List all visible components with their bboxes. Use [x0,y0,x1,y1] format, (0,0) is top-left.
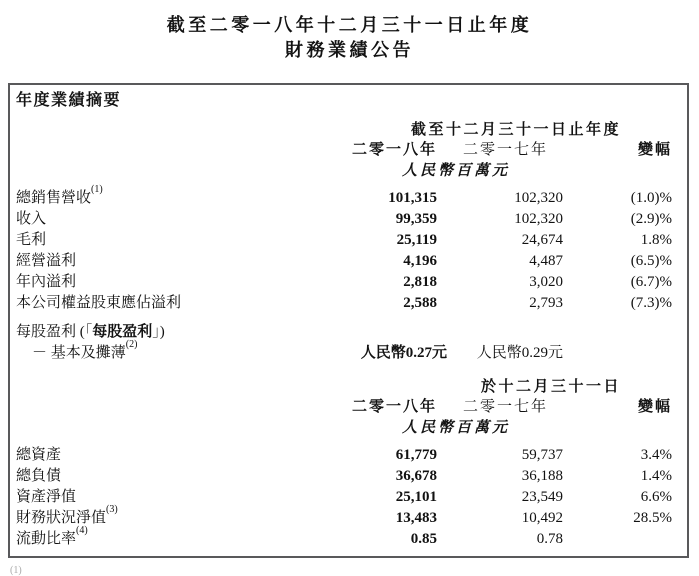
table-row [10,445,687,466]
table-row [10,293,687,314]
value-2018: 13,483 [395,510,437,526]
eps-value-2017: 人民幣0.29元 [476,345,563,361]
row-label: 毛利 [16,232,47,248]
value-2017: 24,674 [521,232,563,248]
eps-value-row [10,339,687,364]
value-2017: 2,793 [529,295,563,311]
currency-unit-label: 人民幣百萬元 [401,163,510,179]
annual-results-summary-box [8,83,689,558]
table-row [10,230,687,251]
value-2017: 10,492 [521,510,563,526]
value-2018: 2,588 [403,295,437,311]
eps-label-prefix: 每股盈利 (「 [16,324,93,340]
row-label: 本公司權益股東應佔溢利 [16,295,182,311]
row-label: 總負債 [16,468,62,484]
column-header-2018: 二零一八年 [351,399,437,415]
column-header-2017: 二零一七年 [462,399,548,415]
row-label: 經營溢利 [16,253,77,269]
value-change: 3.4% [640,447,672,463]
row-label: 總銷售營收 [16,190,92,206]
eps-block [10,322,687,364]
balance-unit-row [10,418,687,439]
income-column-headers [10,140,687,161]
value-2018: 2,818 [403,274,437,290]
value-2018: 36,678 [395,468,437,484]
value-change: 6.6% [640,489,672,505]
table-row [10,184,687,209]
row-label: 年內溢利 [16,274,77,290]
income-period-header: 截至十二月三十一日止年度 [410,122,621,138]
income-rows [10,184,687,314]
value-2017: 59,737 [521,447,563,463]
currency-unit-label: 人民幣百萬元 [401,420,510,436]
table-row [10,504,687,529]
column-header-2017: 二零一七年 [462,142,548,158]
eps-label-bold: 每股盈利 [92,324,153,340]
footnote-ref: (4) [76,525,88,536]
eps-value-2018: 人民幣0.27元 [360,345,447,361]
eps-label-row [10,322,687,343]
value-2017: 102,320 [514,211,563,227]
value-change: 28.5% [633,510,672,526]
value-2018: 25,119 [396,232,437,248]
column-header-change: 變幅 [637,142,672,158]
value-change: (6.7)% [630,274,672,290]
value-change: (7.3)% [630,295,672,311]
footnote-ref: (1) [91,184,103,195]
value-change: 1.8% [640,232,672,248]
table-row [10,209,687,230]
eps-sub-label: － 基本及攤薄 [32,345,126,361]
value-2018: 99,359 [395,211,437,227]
value-change: (2.9)% [630,211,672,227]
value-2017: 0.78 [536,531,563,547]
value-2018: 0.85 [410,531,437,547]
row-label: 資產淨值 [16,489,77,505]
column-header-change: 變幅 [637,399,672,415]
value-2017: 102,320 [514,190,563,206]
column-header-2018: 二零一八年 [351,142,437,158]
value-change: 1.4% [640,468,672,484]
row-label: 總資產 [16,447,62,463]
footnote-ref: (2) [125,339,138,350]
value-2018: 61,779 [395,447,437,463]
value-2017: 36,188 [521,468,563,484]
row-label: 收入 [16,211,47,227]
table-row [10,466,687,487]
page-title-line1: 截至二零一八年十二月三十一日止年度 [166,15,533,35]
table-row [10,251,687,272]
value-2017: 3,020 [529,274,563,290]
row-label: 財務狀況淨值 [16,510,107,526]
value-change: (6.5)% [630,253,672,269]
income-unit-row [10,161,687,182]
balance-column-headers [10,397,687,418]
value-2017: 23,549 [521,489,563,505]
value-change: (1.0)% [630,190,672,206]
value-2017: 4,487 [529,253,563,269]
summary-box-heading: 年度業績摘要 [16,92,122,109]
balance-rows [10,445,687,550]
footnote-ref: (3) [106,504,118,515]
value-2018: 4,196 [403,253,437,269]
footnote-marker-cutoff: (1) [10,565,22,576]
page-title-line2: 財務業績公告 [285,40,414,60]
balance-period-header: 於十二月三十一日 [480,379,621,395]
table-row [10,525,687,550]
value-2018: 25,101 [395,489,437,505]
page-title [0,13,699,63]
eps-label-suffix: 」) [152,324,165,340]
value-2018: 101,315 [388,190,437,206]
table-row [10,272,687,293]
row-label: 流動比率 [16,531,77,547]
